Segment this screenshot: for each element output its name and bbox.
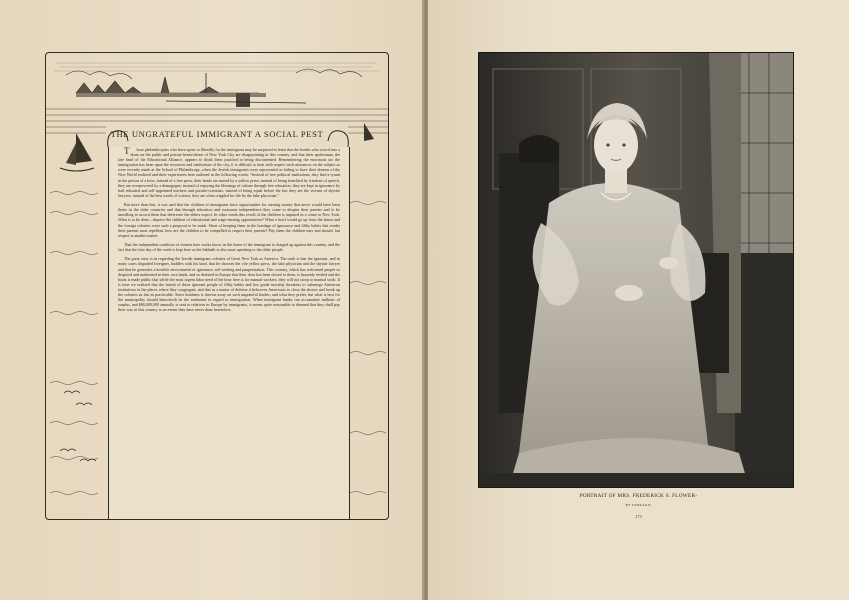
decorative-frame <box>45 52 389 520</box>
article-paragraph: But more than this, it was said that the children of immigrants have opportunities for earning money that never would have been theirs in the older countries and that through education and economic independence they come to despise their parents and to be unwilling to accord them that deference the elders expect. In other words this revolt of the children is imputed as a crime to New York. What is to be done—deprive the children of educational and wage-earning opportunities? What a howl would go up from the slums and the foreign colonies were such a proposal to be made. Short of keeping them in the bondage of ignorance and filthy habits that render their parents most repellent, how are the children to be compelled to respect their parents? Pity them the children may and should, but respect is another matter. <box>118 202 340 238</box>
left-page <box>0 0 424 600</box>
portrait-photograph <box>478 52 794 488</box>
article-paragraph: That the independent condition of women here works havoc in the home of the immigrant is charged up against this country, and the fact that the first day of the week is kept here as the Sabbath is also most upsetting to the older people. <box>118 241 340 253</box>
article-paragraph: The great error is in regarding the Jewish immigrant colonies of Great New York as America. The truth is that the ignorant, and in many cases degraded foreigner, huddles with his kind, that he chooses the vile yellow press, the fake physician and the shyster lawyer and that he generates a horrible environment of ignorance, self-seeking and pauperization. This country, which has welcomed people so despised and maltreated in their own lands, and so detested in Europe that their door has been closed to them, is brazenly reviled and the boast is made public that while the most urgent labor need of the hour here is for manual workers, they will not stoop to manual work. It is time we realized that the inrush of these ignorant people of filthy habits and low grade morality threatens to submerge American institutions in the places where they congregate, and that as a matter of defense it behooves Americans to close the sluices and break up the colonies as fast as practicable. Since kindness is thrown away on such ungrateful hordes, and what they prefer, but what is best for the municipality should henceforth be the sentiment in regard to immigration. When immigrant banks can accumulate millions of surplus, and $80,000,000 annually is sent to relatives in Europe by immigrants, it seems quite reasonable to demand that they shall pay their way in this country to an extent they have never done heretofore. <box>118 256 340 313</box>
article-body <box>118 147 340 317</box>
article-paragraph: Those philanthropists who have spent so liberally for the immigrant may be surprised to learn that the hordes who crowd into a drain on the public and private benevolence of New York City are disappointing in this country, and that their spokesman, the late head of the Educational Alliance, appears to think them justified in being discontented. Remembering the enormous tax the immigration has been upon the resources and institutions of the city, it is difficult to treat with respect such utterances on the subject as were recently made at the School of Philanthropy, when the Jewish immigrants were represented as failing to have their dreams of the New World realized and their experiences here outlined in the following words: “Instead of free political institutions, they find a tyrant in the person of a boss; instead of a free press, their heads are turned by a yellow press; instead of being benefited by freedom of speech, they are overpowered by a demagogue; instead of enjoying the blessings of culture through free education, they are kept in ignorance by half educated and self-appointed teachers and pseudo-scientists; instead of being equal before the law they are the victims of shyster lawyers; instead of the best words of science, they are often crippled for life by the fake physician.” <box>118 146 340 198</box>
page-number: 173 <box>635 514 642 519</box>
article-title: THE UNGRATEFUL IMMIGRANT A SOCIAL PEST <box>110 129 324 139</box>
portrait-image <box>479 53 793 487</box>
portrait-caption: PORTRAIT OF MRS. FREDERICK S. FLOWER- <box>579 493 698 499</box>
portrait-credit: BY FERRARIS <box>625 503 652 507</box>
right-page <box>428 0 849 600</box>
